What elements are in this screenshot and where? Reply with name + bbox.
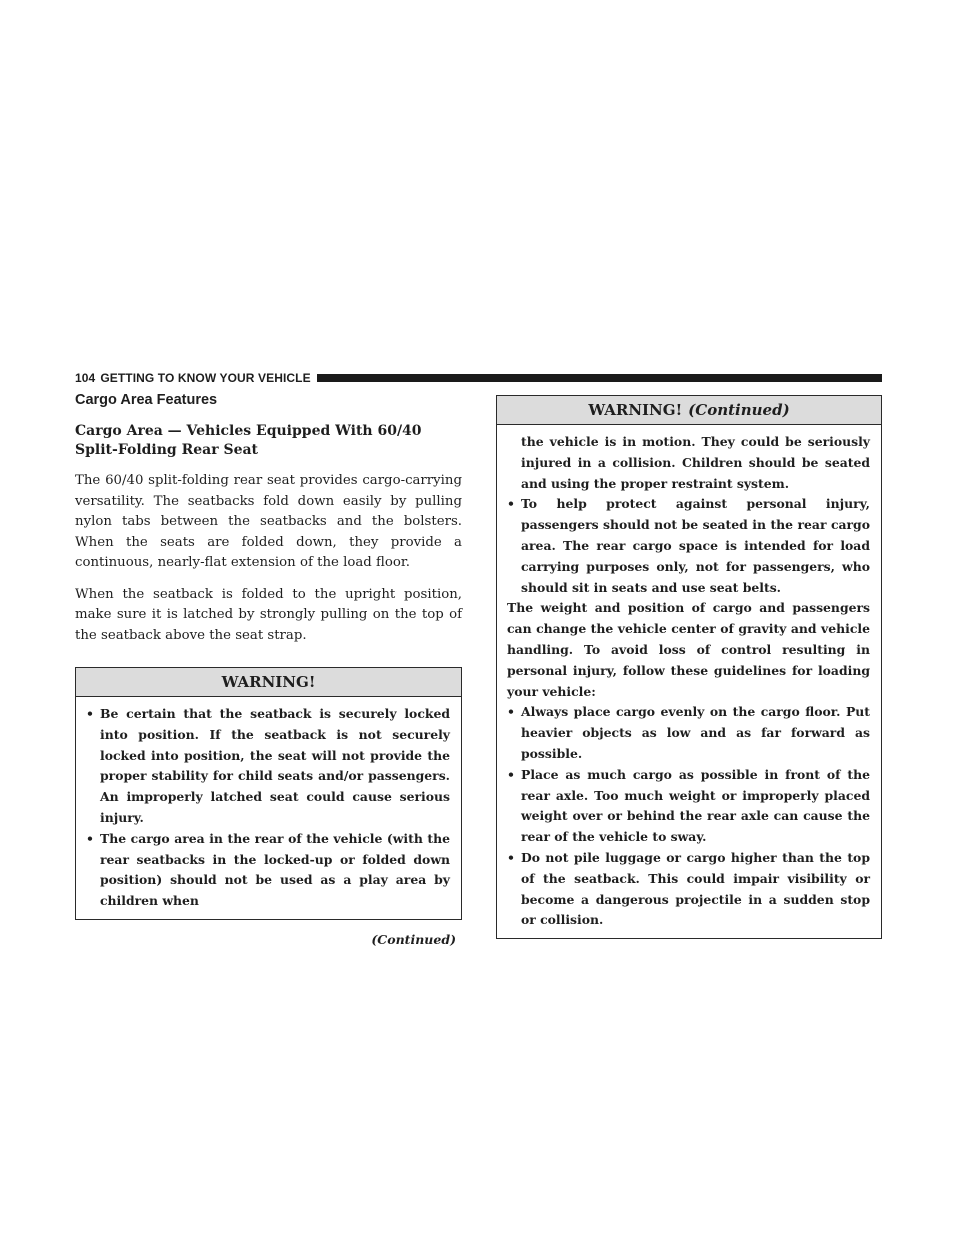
warning-heading-text: WARNING! [221,673,316,691]
warning-heading [76,668,461,697]
section-title: Cargo Area Features [75,392,218,408]
warning-heading-text: WARNING! [588,401,683,419]
warning-box-continued [496,395,882,939]
warning-bullet [507,848,870,931]
bullet-icon: • [86,706,94,721]
warning-bullet-text: To help protect against personal injury, passengers should not be seated in the rear cargo area. The rear cargo space is intended for load carrying purposes only, not for passengers, who should sit in seats and use seat belts. [521,496,870,595]
left-column [75,392,462,947]
header-rule [317,374,882,382]
warning-bullet-text: Do not pile luggage or cargo higher than the top of the seatback. This could impair visibility or become a dangerous projectile in a sudden stop or collision. [521,849,870,928]
warning-bullet-text: Always place cargo evenly on the cargo floor. Put heavier objects as low and as far forward as possible. [521,704,870,761]
paragraph-split-seat: The 60/40 split-folding rear seat provides cargo-carrying versatility. The seatbacks fold down easily by pulling nylon tabs between the seatbacks and the bolsters. When the seats are folded down, they provide a continuous, nearly-flat extension of the load floor. [75,473,462,570]
bullet-icon: • [507,766,515,782]
running-head [75,371,311,385]
warning-bullet [86,829,450,912]
warning-bullet [86,704,450,829]
paragraph-latching: When the seatback is folded to the upright position, make sure it is latched by strongly pulling on the top of the seatback above the seat strap. [75,586,462,643]
warning-body [497,425,881,938]
warning-bullet-text: Be certain that the seatback is securely locked into position. If the seatback is not securely locked into position, the seat will not provide the proper stability for child seats and/or passengers. An improperly latched seat could cause serious injury. [100,706,450,825]
continued-note: (Continued) [371,931,456,947]
page-number: 104 [75,371,96,385]
warning-continuation-text: the vehicle is in motion. They could be seriously injured in a collision. Children should be seated and using the proper restraint system. [521,434,870,491]
page-header [75,370,882,386]
bullet-icon: • [86,830,94,846]
warning-heading-suffix: (Continued) [688,401,790,419]
sub-title: Cargo Area — Vehicles Equipped With 60/40 Split-Folding Rear Seat [75,423,422,458]
warning-bullet [507,702,870,764]
warning-body [76,697,461,919]
warning-box [75,667,462,920]
warning-paragraph: The weight and position of cargo and passengers can change the vehicle center of gravity and vehicle handling. To avoid loss of control resulting in personal injury, follow these guidelines for loading your vehicle: [507,600,870,699]
bullet-icon: • [507,704,515,720]
warning-heading [497,396,881,425]
warning-bullet-text: Place as much cargo as possible in front of the rear axle. Too much weight or improperly placed weight over or behind the rear axle can cause the rear of the vehicle to sway. [521,766,870,845]
right-column [496,395,882,939]
warning-bullet [507,494,870,598]
bullet-icon: • [507,849,515,865]
warning-continuation [507,432,870,494]
section-name: GETTING TO KNOW YOUR VEHICLE [100,371,311,385]
bullet-icon: • [507,496,515,512]
warning-bullet [507,765,870,848]
warning-bullet-text: The cargo area in the rear of the vehicle (with the rear seatbacks in the locked-up or folded down position) should not be used as a play area by children when [100,830,450,909]
